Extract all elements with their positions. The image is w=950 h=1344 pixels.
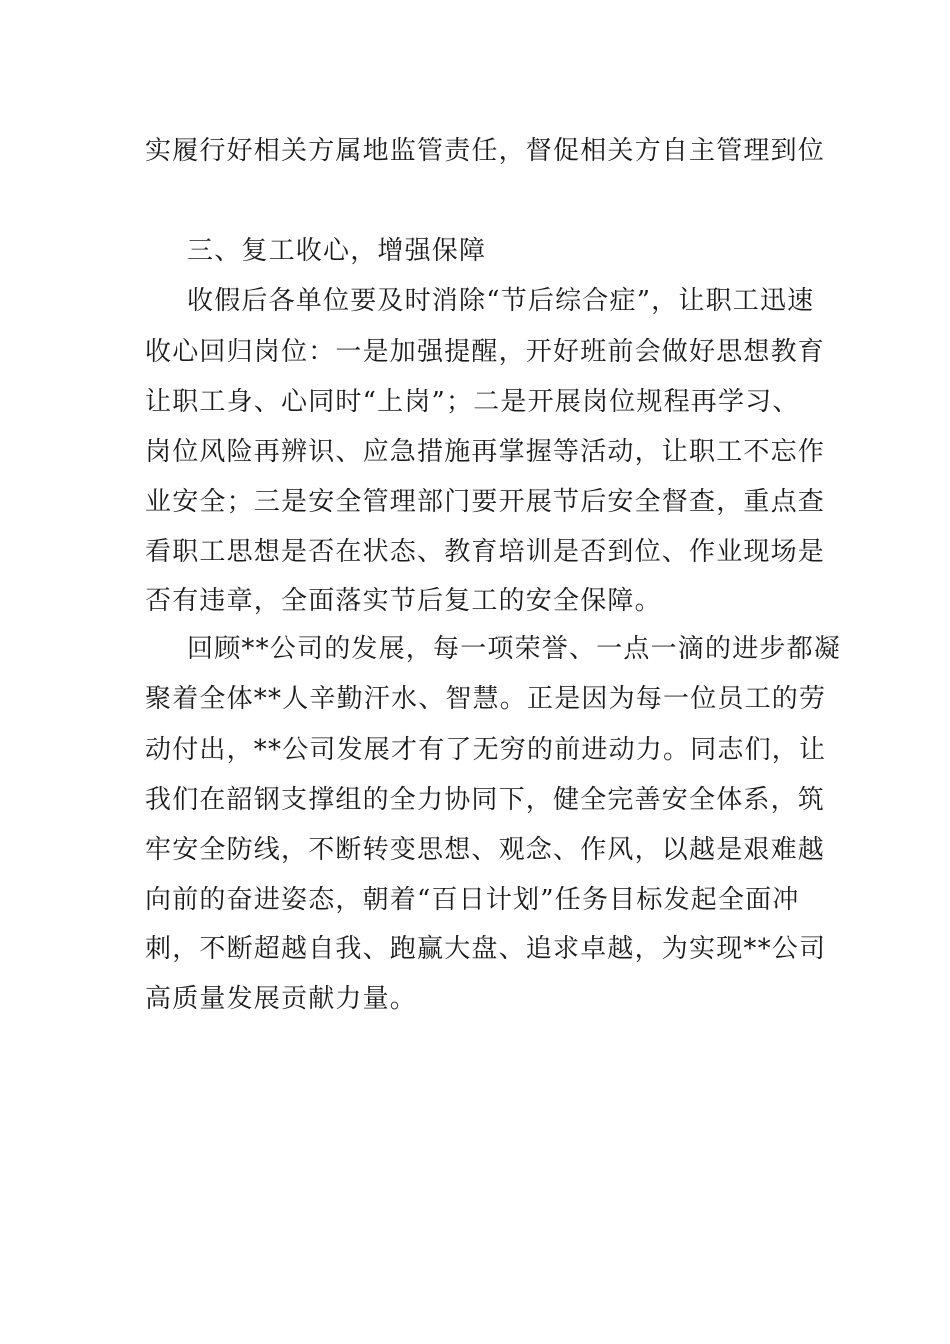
paragraph-1-line-7: 否有违章，全面落实节后复工的安全保障。 <box>145 586 662 616</box>
paragraph-2-line-4: 我们在韶钢支撑组的全力协同下，健全完善安全体系，筑 <box>145 785 826 815</box>
paragraph-1-line-3: 让职工身、心同时“上岗”；二是开展岗位规程再学习、 <box>145 387 800 417</box>
paragraph-2-line-5: 牢安全防线，不断转变思想、观念、作风，以越是艰难越 <box>145 835 826 865</box>
paragraph-2-line-8: 高质量发展贡献力量。 <box>145 984 418 1014</box>
text-line-carryover: 实履行好相关方属地监管责任，督促相关方自主管理到位 <box>145 136 826 166</box>
paragraph-2-line-7: 刺，不断超越自我、跑赢大盘、追求卓越，为实现**公司 <box>145 934 827 964</box>
paragraph-1-line-6: 看职工思想是否在状态、教育培训是否到位、作业现场是 <box>145 537 826 567</box>
paragraph-1-line-1: 收假后各单位要及时消除“节后综合症”，让职工迅速 <box>187 286 815 316</box>
paragraph-2-line-3: 动付出，**公司发展才有了无穷的前进动力。同志们，让 <box>145 735 827 765</box>
section-heading: 三、复工收心，增强保障 <box>187 236 487 266</box>
paragraph-2-line-1: 回顾**公司的发展，每一项荣誉、一点一滴的进步都凝 <box>187 634 842 664</box>
paragraph-1-line-5: 业安全；三是安全管理部门要开展节后安全督查，重点查 <box>145 487 826 517</box>
paragraph-1-line-2: 收心回归岗位：一是加强提醒，开好班前会做好思想教育 <box>145 337 826 367</box>
paragraph-2-line-6: 向前的奋进姿态，朝着“百日计划”任务目标发起全面冲 <box>145 885 800 915</box>
paragraph-2-line-2: 聚着全体**人辛勤汗水、智慧。正是因为每一位员工的劳 <box>145 684 827 714</box>
paragraph-1-line-4: 岗位风险再辨识、应急措施再掌握等活动，让职工不忘作 <box>145 437 826 467</box>
